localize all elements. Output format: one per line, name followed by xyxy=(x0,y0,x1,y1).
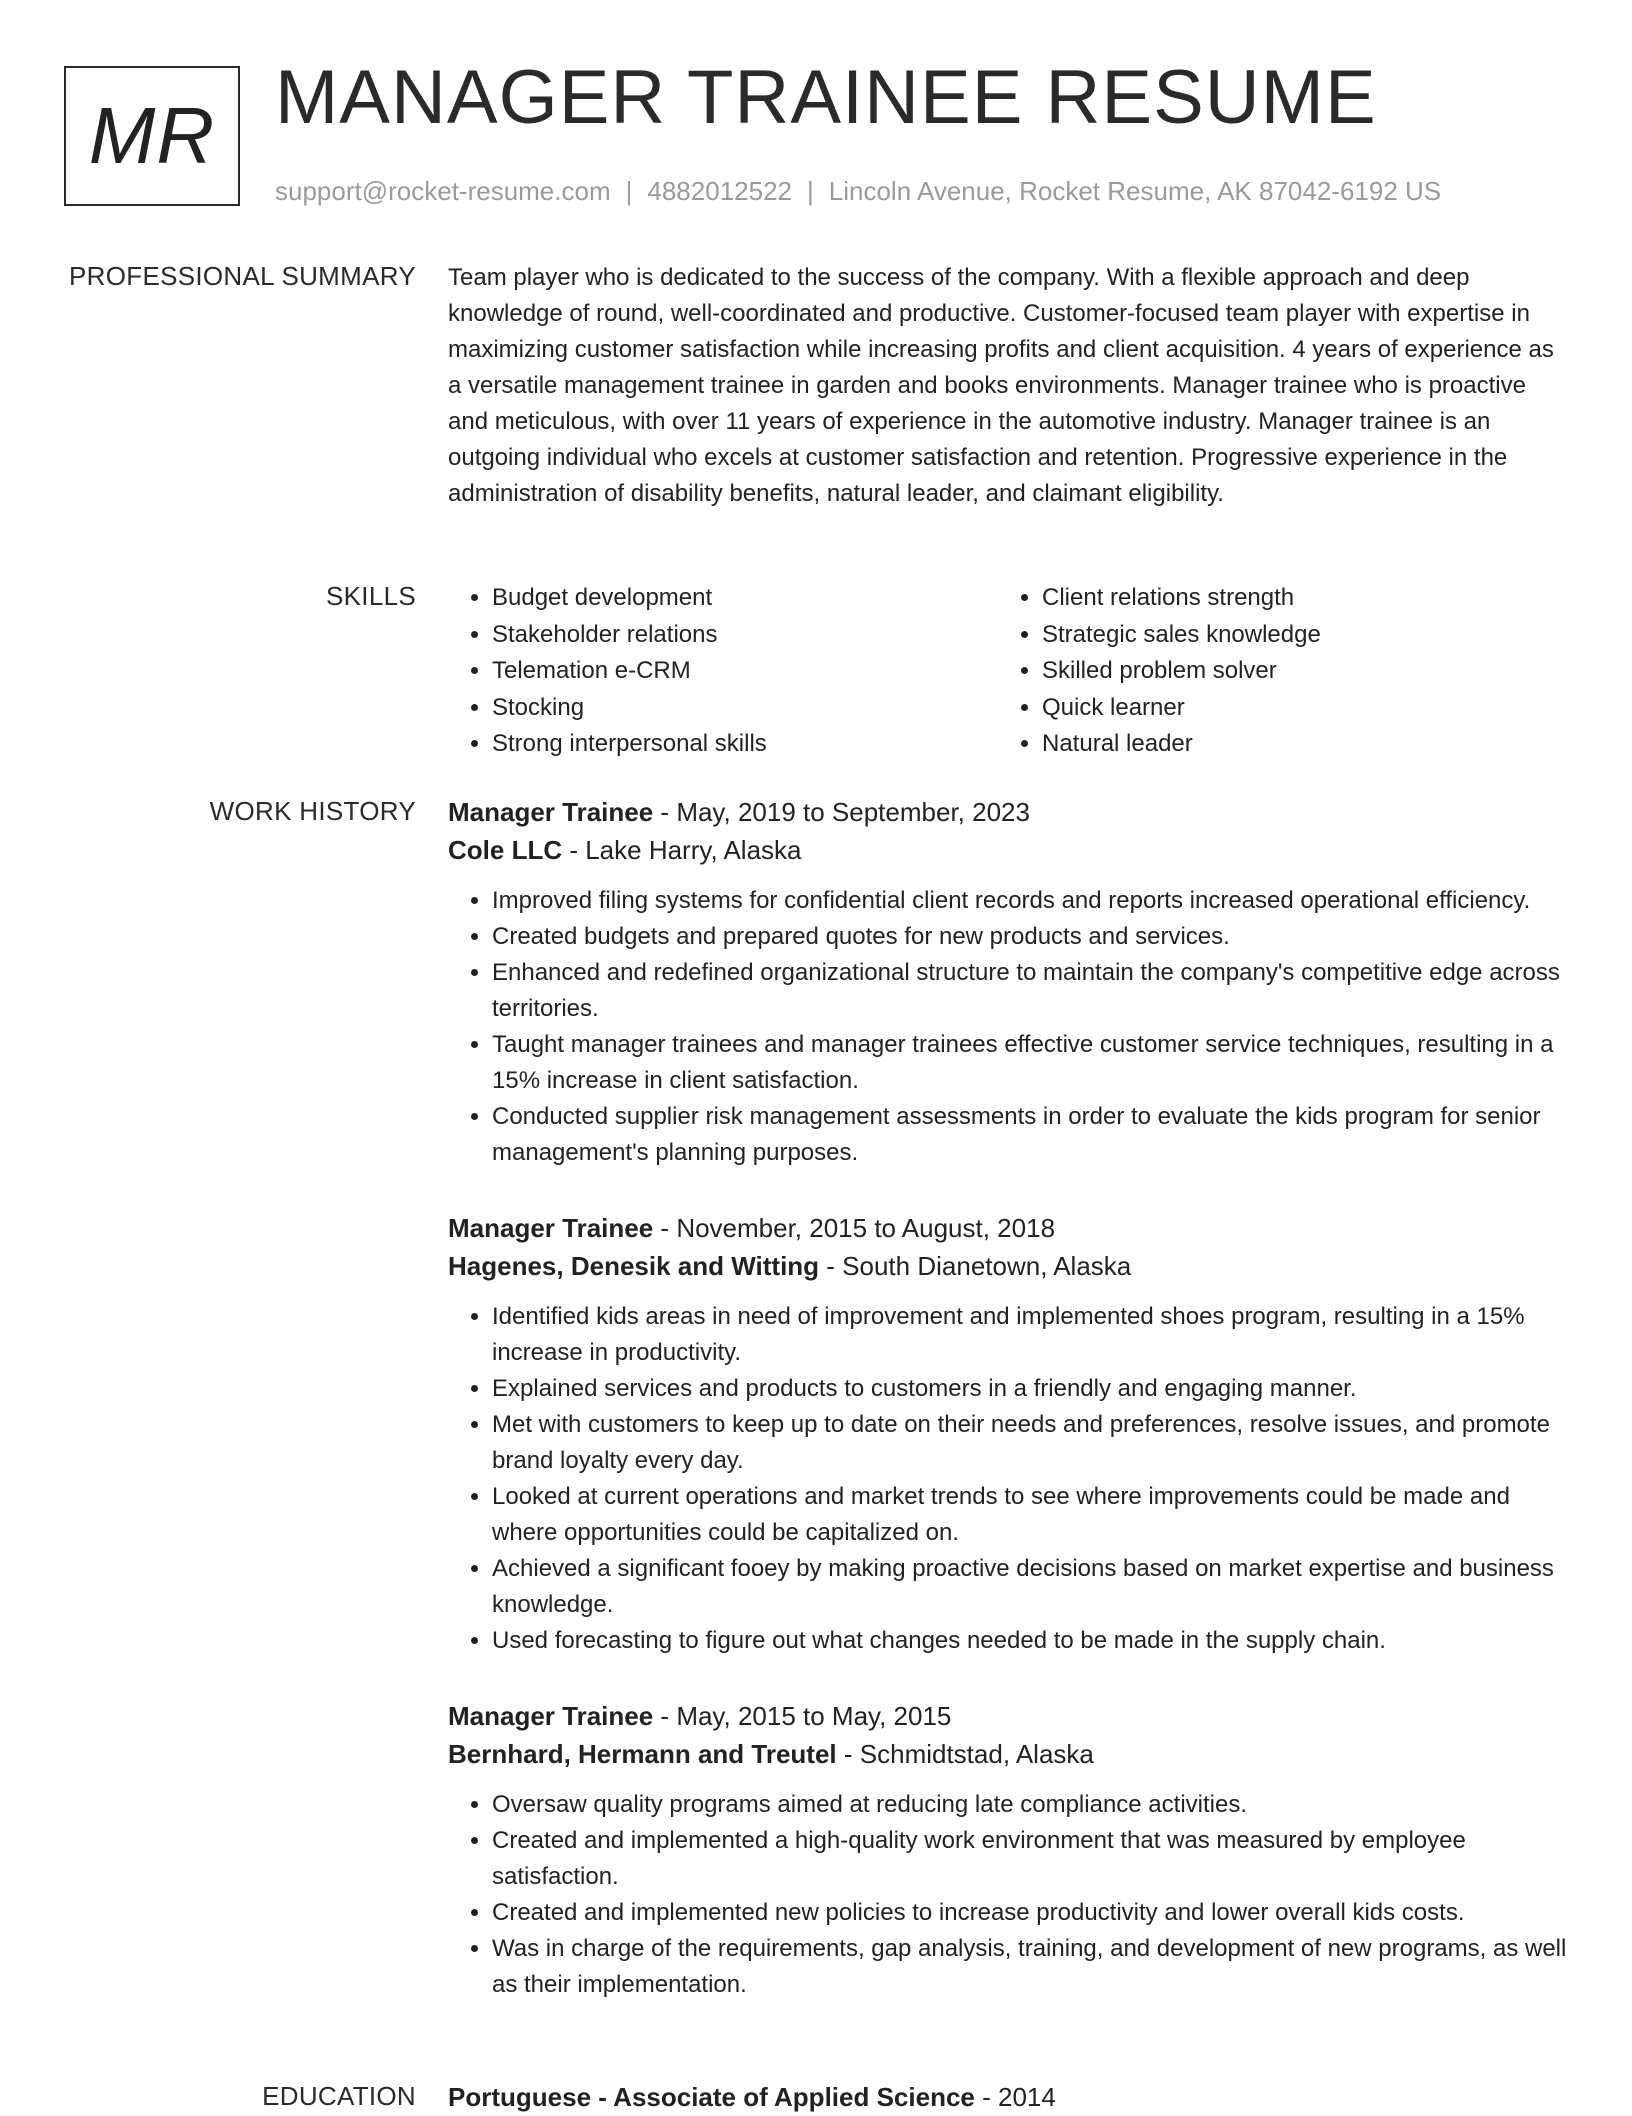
education-line xyxy=(448,2078,1568,2116)
job-bullet: • Created budgets and prepared quotes for new products and services. xyxy=(492,919,1568,955)
job-location: Lake Harry, Alaska xyxy=(585,835,802,865)
education-degree: Portuguese - Associate of Applied Science xyxy=(448,2082,975,2112)
job-company: Bernhard, Hermann and Treutel xyxy=(448,1739,837,1769)
job-bullet: • Used forecasting to figure out what changes needed to be made in the supply chain. xyxy=(492,1623,1568,1659)
job-bullets xyxy=(448,1299,1568,1659)
job-entry xyxy=(448,793,1568,1171)
monogram-badge: MR xyxy=(64,66,240,206)
job-bullet: • Conducted supplier risk management assessments in order to evaluate the kids program for senior management's planning purposes. xyxy=(492,1099,1568,1171)
job-company-line xyxy=(448,1735,1568,1773)
skill-item: • Natural leader xyxy=(1042,726,1548,763)
job-entry xyxy=(448,1209,1568,1659)
contact-email[interactable]: support@rocket-resume.com xyxy=(275,176,611,206)
contact-line xyxy=(275,176,1441,207)
job-dash: - xyxy=(653,797,677,827)
resume-title: MANAGER TRAINEE RESUME xyxy=(275,55,1377,140)
skill-item: • Stocking xyxy=(492,690,998,727)
contact-separator: | xyxy=(807,176,814,206)
skill-item: • Budget development xyxy=(492,580,998,617)
job-dates: May, 2015 to May, 2015 xyxy=(676,1701,952,1731)
contact-phone[interactable]: 4882012522 xyxy=(647,176,792,206)
skills-heading: SKILLS xyxy=(326,581,416,611)
job-title-line xyxy=(448,793,1568,831)
skills-grid xyxy=(448,580,1548,763)
skills-list-right xyxy=(998,580,1548,763)
job-dash: - xyxy=(653,1213,677,1243)
skill-item: • Stakeholder relations xyxy=(492,617,998,654)
skill-item: • Quick learner xyxy=(1042,690,1548,727)
job-bullet: • Identified kids areas in need of improvement and implemented shoes program, resulting in a 15% increase in productivity. xyxy=(492,1299,1568,1371)
job-bullet: • Looked at current operations and market trends to see where improvements could be made and where opportunities could be capitalized on. xyxy=(492,1479,1568,1551)
job-title-line xyxy=(448,1209,1568,1247)
job-title: Manager Trainee xyxy=(448,797,654,827)
education-dash: - xyxy=(974,2082,998,2112)
work-history-heading: WORK HISTORY xyxy=(209,796,416,826)
job-dates: November, 2015 to August, 2018 xyxy=(676,1213,1056,1243)
contact-address: Lincoln Avenue, Rocket Resume, AK 87042-6192 US xyxy=(828,176,1442,206)
job-bullet: • Taught manager trainees and manager trainees effective customer service techniques, resulting in a 15% increase in client satisfaction. xyxy=(492,1027,1568,1099)
job-bullet: • Improved filing systems for confidential client records and reports increased operational efficiency. xyxy=(492,883,1568,919)
job-bullet: • Met with customers to keep up to date on their needs and preferences, resolve issues, and promote brand loyalty every day. xyxy=(492,1407,1568,1479)
job-company: Cole LLC xyxy=(448,835,563,865)
job-company-line xyxy=(448,1247,1568,1285)
job-title: Manager Trainee xyxy=(448,1701,654,1731)
job-company-line xyxy=(448,831,1568,869)
job-title-line xyxy=(448,1697,1568,1735)
job-bullet: • Oversaw quality programs aimed at reducing late compliance activities. xyxy=(492,1787,1568,1823)
skill-item: • Skilled problem solver xyxy=(1042,653,1548,690)
skill-item: • Client relations strength xyxy=(1042,580,1548,617)
job-entry xyxy=(448,1697,1568,2003)
skill-item: • Strong interpersonal skills xyxy=(492,726,998,763)
job-bullet: • Created and implemented new policies to increase productivity and lower overall kids costs. xyxy=(492,1895,1568,1931)
summary-heading: PROFESSIONAL SUMMARY xyxy=(69,261,416,291)
job-bullet: • Was in charge of the requirements, gap analysis, training, and development of new programs, as well as their implementation. xyxy=(492,1931,1568,2003)
job-bullet: • Explained services and products to customers in a friendly and engaging manner. xyxy=(492,1371,1568,1407)
job-bullet: • Enhanced and redefined organizational structure to maintain the company's competitive edge across territories. xyxy=(492,955,1568,1027)
skill-item: • Telemation e-CRM xyxy=(492,653,998,690)
skill-item: • Strategic sales knowledge xyxy=(1042,617,1548,654)
job-bullets xyxy=(448,1787,1568,2003)
education-year: 2014 xyxy=(997,2082,1056,2112)
job-dates: May, 2019 to September, 2023 xyxy=(676,797,1030,827)
job-dash: - xyxy=(562,835,586,865)
job-company: Hagenes, Denesik and Witting xyxy=(448,1251,820,1281)
job-dash: - xyxy=(653,1701,677,1731)
skills-list-left xyxy=(448,580,998,763)
summary-text: Team player who is dedicated to the success of the company. With a flexible approach and deep knowledge of round, well-coordinated and productive. Customer-focused team player with expertise in maximizing customer satisfaction while increasing profits and client acquisition. 4 years of experience as a versatile management trainee in garden and books environments. Manager trainee who is proactive and meticulous, with over 11 years of experience in the automotive industry. Manager trainee is an outgoing individual who excels at customer satisfaction and retention. Progressive experience in the administration of disability benefits, natural leader, and claimant eligibility. xyxy=(448,264,1554,507)
job-dash: - xyxy=(836,1739,860,1769)
job-location: Schmidtstad, Alaska xyxy=(859,1739,1094,1769)
job-bullet: • Achieved a significant fooey by making proactive decisions based on market expertise and business knowledge. xyxy=(492,1551,1568,1623)
job-dash: - xyxy=(819,1251,843,1281)
job-bullet: • Created and implemented a high-quality work environment that was measured by employee satisfaction. xyxy=(492,1823,1568,1895)
contact-separator: | xyxy=(625,176,633,206)
job-location: South Dianetown, Alaska xyxy=(842,1251,1132,1281)
job-bullets xyxy=(448,883,1568,1171)
job-title: Manager Trainee xyxy=(448,1213,654,1243)
education-heading: EDUCATION xyxy=(262,2081,416,2111)
